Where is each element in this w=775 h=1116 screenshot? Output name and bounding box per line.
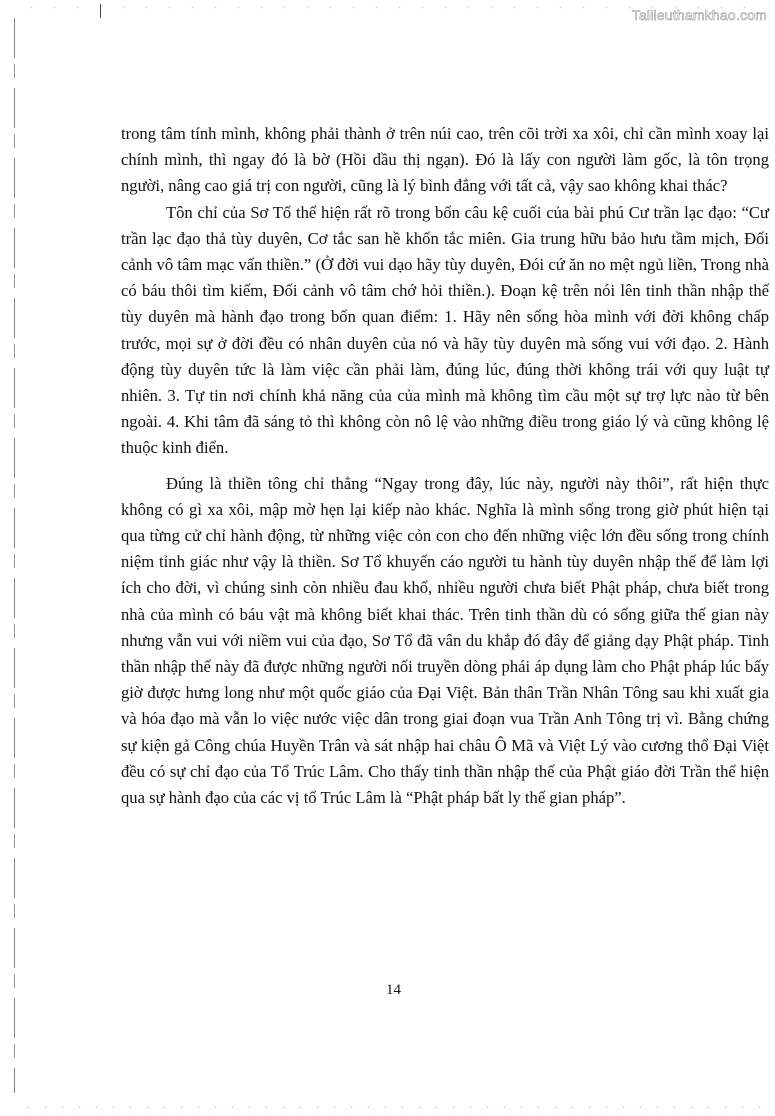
scan-artifact-bottom: [20, 1104, 765, 1114]
page-number: 14: [386, 982, 401, 998]
scan-artifact-left-edge: [14, 18, 15, 1093]
body-text: [121, 121, 769, 811]
paragraph-2: Tôn chỉ của Sơ Tổ thể hiện rất rõ trong bốn câu kệ cuối của bài phú Cư trần lạc đạo: “Cư trần lạc đạo thả tùy duyên, Cơ tắc san hề khốn tắc miên. Gia trung hữu bảo hưu tầm mịch, Đối cảnh vô tâm mạc vấn thiền.” (Ở đời vui dạo hãy tùy duyên, Đói cứ ăn no mệt ngủ liền, Trong nhà có báu thôi tìm kiếm, Đối cảnh vô tâm chớ hỏi thiền.). Đoạn kệ trên nói lên tinh thần nhập thế tùy duyên mà hành đạo trong bốn quan điểm: 1. Hãy nên sống hòa mình với đời không chấp trước, mọi sự ở đời đều có nhân duyên của nó và hãy tùy duyên mà sống vui với đạo. 2. Hành động tùy duyên tức là làm việc cần phải làm, đúng lúc, đúng thời không trái với quy luật tự nhiên. 3. Tự tin nơi chính khả năng của của mình mà không tìm cầu một sự trợ lực nào từ bên ngoài. 4. Khi tâm đã sáng tỏ thì không còn nô lệ vào những điều trong giáo lý và cũng không lệ thuộc kinh điển.: [121, 202, 769, 458]
paragraph-3: Đúng là thiền tông chỉ thẳng “Ngay trong đây, lúc này, người này thôi”, rất hiện thực không có gì xa xôi, mập mờ hẹn lại kiếp nào khác. Nghĩa là mình sống trong giờ phút hiện tại qua từng cử chỉ hành động, từ những việc cỏn con cho đến những việc lớn đều sống trong chính niệm tỉnh giác như vậy là thiền. Sơ Tổ khuyến cáo người tu hành tùy duyên nhập thế để làm lợi ích cho đời, vì chúng sinh còn nhiều đau khổ, nhiều người chưa biết Phật pháp, chưa biết trong nhà của mình có báu vật mà không biết khai thác. Trên tinh thần dù có sống giữa thế gian này nhưng vẫn vui với niềm vui của đạo, Sơ Tổ đã vân du khắp đó đây để giảng dạy Phật pháp. Tinh thần nhập thế này đã được những người nối truyền dòng phái áp dụng làm cho Phật pháp lúc bấy giờ được hưng long như một quốc giáo của Đại Việt. Bản thân Trần Nhân Tông sau khi xuất gia và hóa đạo mà vẫn lo việc nước việc dân trong giai đoạn vua Trần Anh Tông trị vì. Bằng chứng sự kiện gả Công chúa Huyền Trân và sát nhập hai châu Ô Mã và Việt Lý vào cương thổ Đại Việt đều có sự chỉ đạo của Tổ Trúc Lâm. Cho thấy tinh thần nhập thế của Phật giáo đời Trần thể hiện qua sự hành đạo của các vị tổ Trúc Lâm là “Phật pháp bất ly thế gian pháp”.: [121, 473, 769, 808]
paragraph-1: trong tâm tính mình, không phải thành ở trên núi cao, trên cõi trời xa xôi, chỉ cần mình xoay lại chính mình, thì ngay đó là bờ (Hồi dầu thị ngạn). Đó là lấy con người làm gốc, là tôn trọng người, nâng cao giá trị con người, cũng là lý bình đẳng với tất cả, vậy sao không khai thác?: [121, 124, 769, 196]
scan-artifact-top-line: [100, 4, 101, 18]
watermark: Tailieuthamkhao.com: [631, 7, 767, 23]
